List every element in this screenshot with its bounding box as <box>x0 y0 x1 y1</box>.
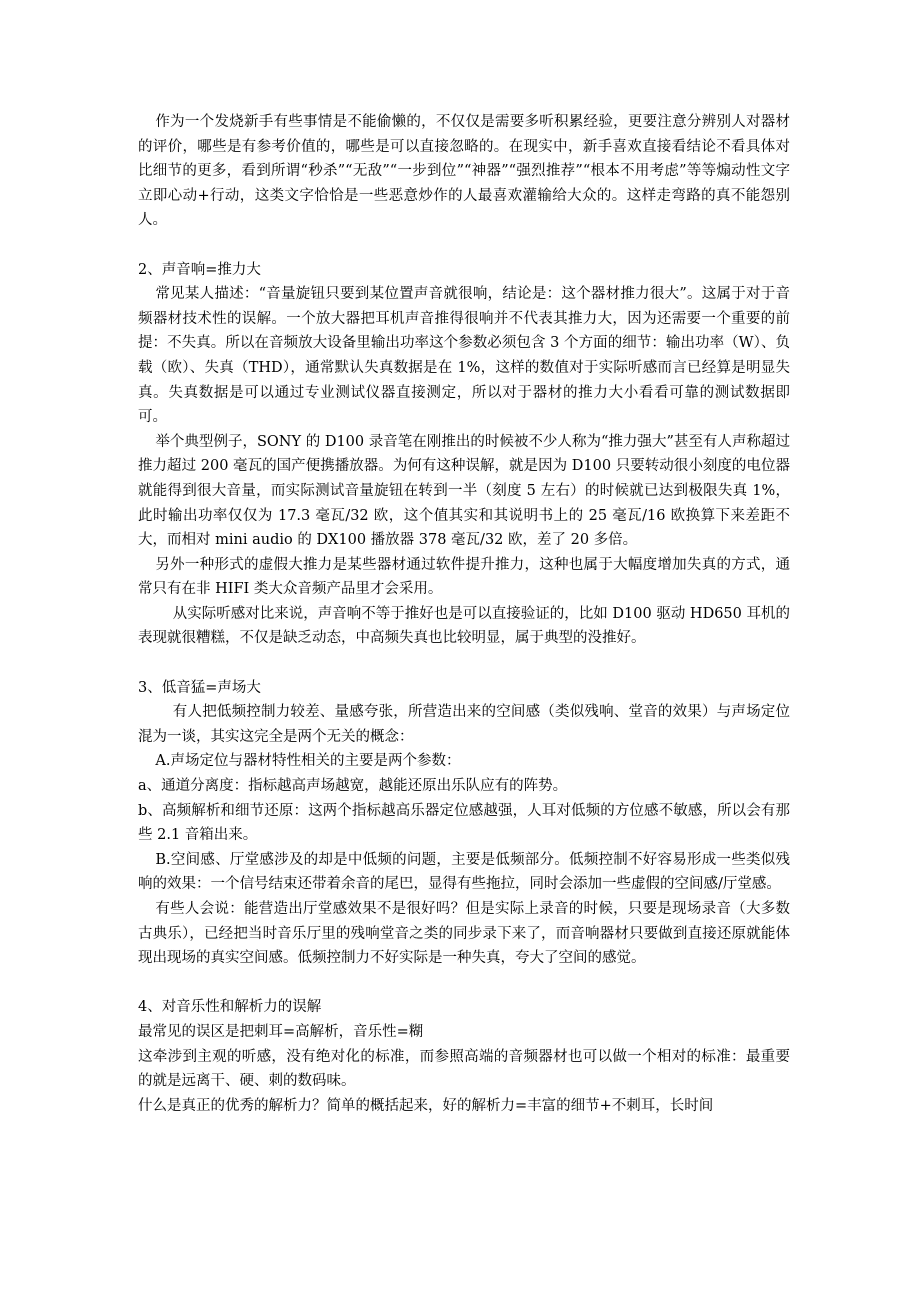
section-2 <box>138 258 790 652</box>
intro-paragraph: 作为一个发烧新手有些事情是不能偷懒的，不仅仅是需要多听积累经验，更要注意分辨别人对器材的评价，哪些是有参考价值的，哪些是可以直接忽略的。在现实中，新手喜欢直接看结论不看具体对比细节的更多，看到所谓“秒杀”“无敌”“一步到位”“神器”“强烈推荐”“根本不用考虑”等等煽动性文字立即心动+行动，这类文字恰恰是一些恶意炒作的人最喜欢灌输给大众的。这样走弯路的真不能怨别人。 <box>138 114 790 229</box>
document-body <box>138 110 790 1118</box>
paragraph: 有些人会说：能营造出厅堂感效果不是很好吗？但是实际上录音的时候，只要是现场录音（大多数古典乐），已经把当时音乐厅里的残响堂音之类的同步录下来了，而音响器材只要做到直接还原就能体现出现场的真实空间感。低频控制力不好实际是一种失真，夸大了空间的感觉。 <box>138 901 790 967</box>
paragraph: B.空间感、厅堂感涉及的却是中低频的问题，主要是低频部分。低频控制不好容易形成一些类似残响的效果：一个信号结束还带着余音的尾巴，显得有些拖拉，同时会添加一些虚假的空间感/厅堂感。 <box>138 851 790 893</box>
section-3 <box>138 676 790 971</box>
paragraph: 这牵涉到主观的听感，没有绝对化的标准，而参照高端的音频器材也可以做一个相对的标准：最重要的就是远离干、硬、刺的数码味。 <box>138 1048 790 1090</box>
paragraph: 从实际听感对比来说，声音响不等于推好也是可以直接验证的，比如 D100 驱动 HD650 耳机的表现就很糟糕，不仅是缺乏动态，中高频失真也比较明显，属于典型的没推好。 <box>138 605 790 647</box>
section-heading: 3、低音猛=声场大 <box>138 679 261 696</box>
paragraph: 另外一种形式的虚假大推力是某些器材通过软件提升推力，这种也属于大幅度增加失真的方式，通常只有在非 HIFI 类大众音频产品里才会采用。 <box>138 556 790 598</box>
paragraph: A.声场定位与器材特性相关的主要是两个参数： <box>155 753 461 770</box>
section-heading: 4、对音乐性和解析力的误解 <box>138 999 322 1016</box>
paragraph: 常见某人描述：“音量旋钮只要到某位置声音就很响，结论是：这个器材推力很大”。这属于对于音频器材技术性的误解。一个放大器把耳机声音推得很响并不代表其推力大，因为还需要一个重要的前提：不失真。所以在音频放大设备里输出功率这个参数必须包含 3 个方面的细节：输出功率（W）、负载（欧）、失真（THD），通常默认失真数据是在 1%，这样的数值对于实际听感而言已经算是明显失真。失真数据是可以通过专业测试仪器直接测定，所以对于器材的推力大小看看可靠的测试数据即可。 <box>138 286 790 426</box>
paragraph: 有人把低频控制力较差、量感夸张，所营造出来的空间感（类似残响、堂音的效果）与声场定位混为一谈，其实这完全是两个无关的概念： <box>138 704 790 745</box>
intro-section <box>138 110 790 233</box>
paragraph: 举个典型例子，SONY 的 D100 录音笔在刚推出的时候被不少人称为“推力强大”甚至有人声称超过推力超过 200 毫瓦的国产便携播放器。为何有这种误解，就是因为 D100 只要转动很小刻度的电位器就能得到很大音量，而实际测试音量旋钮在转到一半（刻度 5 左右）的时候就已达到极限失真 1%，此时输出功率仅仅为 17.3 毫瓦/32 欧，这个值其实和其说明书上的 25 毫瓦/16 欧换算下来差距不大，而相对 mini audio 的 DX100 播放器 378 毫瓦/32 欧，差了 20 多倍。 <box>138 433 790 549</box>
list-item: b、高频解析和细节还原：这两个指标越高乐器定位感越强，人耳对低频的方位感不敏感，所以会有那些 2.1 音箱出来。 <box>138 802 790 844</box>
paragraph: 什么是真正的优秀的解析力？简单的概括起来，好的解析力=丰富的细节+不刺耳，长时间 <box>138 1097 714 1114</box>
paragraph: 最常见的误区是把刺耳=高解析，音乐性=糊 <box>138 1023 424 1040</box>
section-4 <box>138 995 790 1118</box>
section-heading: 2、声音响=推力大 <box>138 261 261 278</box>
list-item: a、通道分离度：指标越高声场越宽，越能还原出乐队应有的阵势。 <box>138 778 568 795</box>
